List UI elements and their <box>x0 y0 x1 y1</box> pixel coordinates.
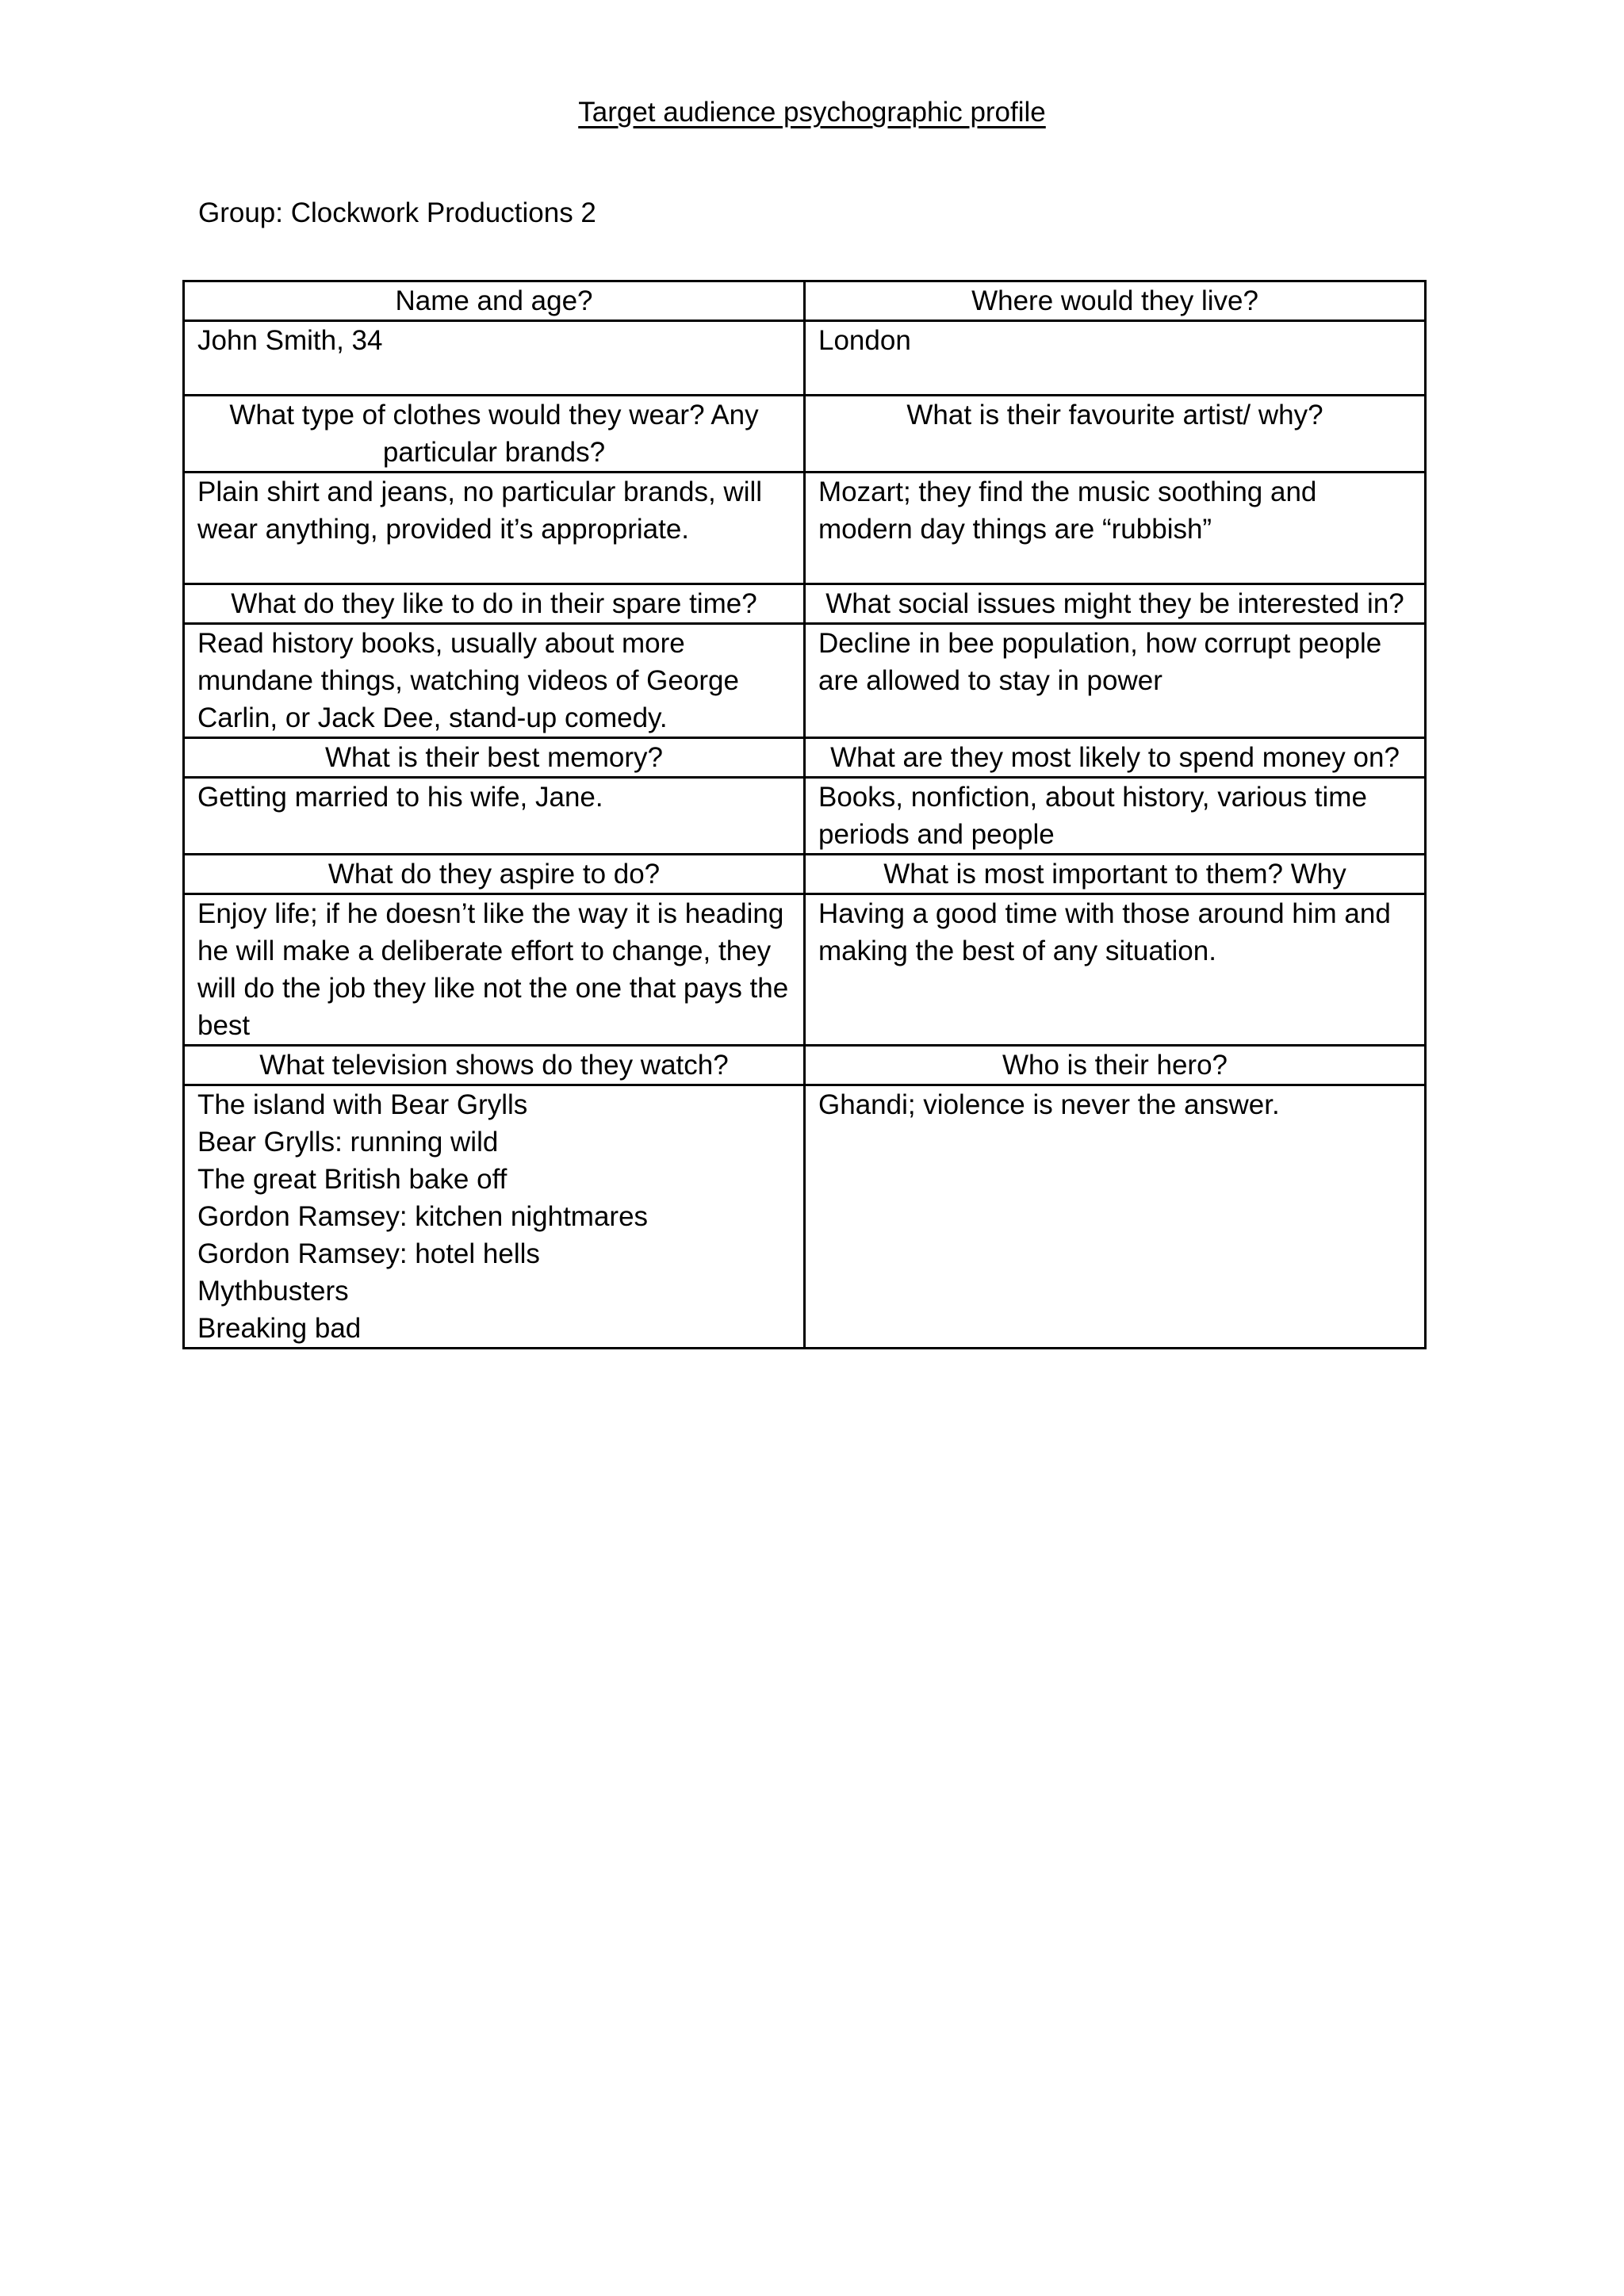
profile-table <box>182 280 1427 1349</box>
question-best-memory: What is their best memory? <box>184 738 805 778</box>
answer-row <box>184 321 1426 396</box>
question-name-age: Name and age? <box>184 281 805 321</box>
answer-row <box>184 1085 1426 1349</box>
answer-most-important: Having a good time with those around him and making the best of any situation. <box>805 894 1426 1046</box>
answer-social-issues: Decline in bee population, how corrupt people are allowed to stay in power <box>805 624 1426 738</box>
answer-row <box>184 778 1426 855</box>
answer-spare-time: Read history books, usually about more mundane things, watching videos of George Carlin, or Jack Dee, stand-up comedy. <box>184 624 805 738</box>
answer-favourite-artist: Mozart; they find the music soothing and modern day things are “rubbish” <box>805 473 1426 584</box>
tv-show-item: The great British bake off <box>197 1164 508 1195</box>
question-row <box>184 1046 1426 1085</box>
question-hero: Who is their hero? <box>805 1046 1426 1085</box>
question-tv-shows: What television shows do they watch? <box>184 1046 805 1085</box>
tv-show-item: Bear Grylls: running wild <box>197 1127 499 1158</box>
answer-best-memory: Getting married to his wife, Jane. <box>184 778 805 855</box>
question-favourite-artist: What is their favourite artist/ why? <box>805 396 1426 473</box>
question-row <box>184 396 1426 473</box>
answer-row <box>184 473 1426 584</box>
question-where-live: Where would they live? <box>805 281 1426 321</box>
question-spend-money: What are they most likely to spend money on? <box>805 738 1426 778</box>
tv-show-item: Breaking bad <box>197 1313 362 1344</box>
question-row <box>184 584 1426 624</box>
tv-show-item: Gordon Ramsey: kitchen nightmares <box>197 1201 649 1232</box>
answer-tv-shows <box>184 1085 805 1349</box>
question-clothes: What type of clothes would they wear? Any particular brands? <box>184 396 805 473</box>
answer-aspire: Enjoy life; if he doesn’t like the way it is heading he will make a deliberate effort to change, they will do the job they like not the one that pays the best <box>184 894 805 1046</box>
question-spare-time: What do they like to do in their spare time? <box>184 584 805 624</box>
page-title: Target audience psychographic profile <box>578 97 1046 128</box>
answer-row <box>184 894 1426 1046</box>
answer-name-age: John Smith, 34 <box>184 321 805 396</box>
question-row <box>184 855 1426 894</box>
answer-hero: Ghandi; violence is never the answer. <box>805 1085 1426 1349</box>
answer-where-live: London <box>805 321 1426 396</box>
question-most-important: What is most important to them? Why <box>805 855 1426 894</box>
question-row <box>184 281 1426 321</box>
question-social-issues: What social issues might they be interested in? <box>805 584 1426 624</box>
question-aspire: What do they aspire to do? <box>184 855 805 894</box>
question-row <box>184 738 1426 778</box>
tv-show-item: Mythbusters <box>197 1276 349 1307</box>
answer-clothes: Plain shirt and jeans, no particular brands, will wear anything, provided it’s appropriate. <box>184 473 805 584</box>
answer-spend-money: Books, nonfiction, about history, various time periods and people <box>805 778 1426 855</box>
group-label: Group: Clockwork Productions 2 <box>198 197 596 228</box>
tv-show-item: The island with Bear Grylls <box>197 1089 528 1120</box>
tv-show-item: Gordon Ramsey: hotel hells <box>197 1238 540 1269</box>
answer-row <box>184 624 1426 738</box>
